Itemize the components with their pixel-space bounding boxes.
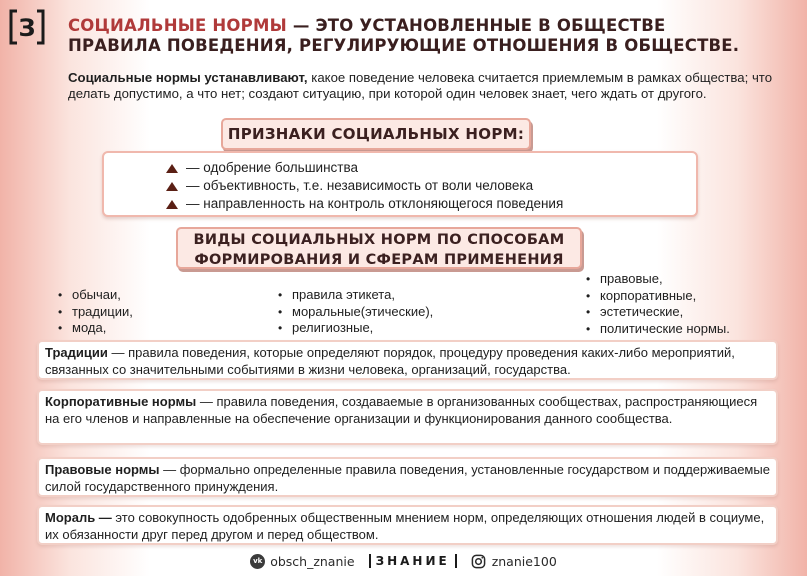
sign-text: — одобрение большинства <box>186 160 358 175</box>
definition-text: — формально определенные правила поведения, установленные государством и поддерживаемые силой государственного принуждения. <box>45 462 770 494</box>
sign-text: — объективность, т.е. независимость от воли человека <box>186 178 534 193</box>
triangle-bullet-icon <box>166 182 178 191</box>
list-item: • корпоративные, <box>586 288 730 305</box>
signs-list <box>166 159 563 213</box>
definition-corporate <box>37 389 778 445</box>
definition-term: Правовые нормы <box>45 462 160 477</box>
footer-brand: ЗНАНИЕ <box>369 554 457 568</box>
logo-glyph: З <box>18 14 36 42</box>
types-heading <box>176 227 582 269</box>
signs-heading: ПРИЗНАКИ СОЦИАЛЬНЫХ НОРМ: <box>221 118 531 150</box>
intro-bold: Социальные нормы устанавливают, <box>68 70 308 85</box>
types-column-2 <box>278 287 433 337</box>
vk-link[interactable] <box>250 554 354 569</box>
signs-list-item <box>166 159 563 177</box>
intro-text: какое поведение человека считается приемлемым в рамках общества; что делать допустимо, а что нет; создают ситуацию, при которой один человек знает, чего ждать от другого. <box>68 70 773 101</box>
instagram-icon <box>471 554 486 569</box>
intro-paragraph <box>68 70 783 102</box>
title-rest: — ЭТО УСТАНОВЛЕННЫЕ В ОБЩЕСТВЕ ПРАВИЛА ПОВЕДЕНИЯ, РЕГУЛИРУЮЩИЕ ОТНОШЕНИЯ В ОБЩЕСТВЕ. <box>68 16 740 55</box>
title-highlight: СОЦИАЛЬНЫЕ НОРМЫ <box>68 16 287 35</box>
page-title <box>68 16 758 56</box>
definition-traditions <box>37 340 778 380</box>
definition-morality <box>37 505 778 545</box>
list-item: • эстетические, <box>586 304 730 321</box>
definition-term: Корпоративные нормы <box>45 394 197 409</box>
triangle-bullet-icon <box>166 164 178 173</box>
definition-term: Традиции <box>45 345 108 360</box>
signs-list-item <box>166 177 563 195</box>
list-item: • правовые, <box>586 271 730 288</box>
types-column-1 <box>58 287 133 337</box>
types-heading-line1: ВИДЫ СОЦИАЛЬНЫХ НОРМ ПО СПОСОБАМ <box>193 232 565 248</box>
list-item: • правила этикета, <box>278 287 433 304</box>
footer <box>0 547 807 575</box>
definition-term: Мораль — <box>45 510 112 525</box>
instagram-handle: znanie100 <box>491 553 557 569</box>
signs-list-item <box>166 195 563 213</box>
list-item: • традиции, <box>58 304 133 321</box>
list-item: • политические нормы. <box>586 321 730 338</box>
triangle-bullet-icon <box>166 200 178 209</box>
definition-text: это совокупность одобренных общественным мнением норм, определяющих отношения людей в социуме, их обязанности друг перед другом и перед обществом. <box>45 510 765 542</box>
types-heading-line2: ФОРМИРОВАНИЯ И СФЕРАМ ПРИМЕНЕНИЯ <box>194 252 564 268</box>
bracketed-letter-logo-icon <box>9 8 45 46</box>
definition-text: — правила поведения, которые определяют порядок, процедуру проведения каких-либо мероприятий, связанных со значительными событиями в жизни человека, организаций, государства. <box>45 345 735 377</box>
types-column-3 <box>586 271 730 337</box>
definition-text: — правила поведения, создаваемые в организованных сообществах, распространяющиеся на его членов и направленные на обеспечение организации и функционирования данного сообщества. <box>45 394 758 426</box>
list-item: • моральные(этические), <box>278 304 433 321</box>
signs-box <box>102 151 698 217</box>
instagram-link[interactable] <box>471 554 557 569</box>
vk-handle: obsch_znanie <box>270 553 355 569</box>
sign-text: — направленность на контроль отклоняющегося поведения <box>186 196 564 211</box>
brand-logo <box>9 8 45 46</box>
list-item: • мода, <box>58 320 133 337</box>
vk-icon: vk <box>250 554 265 569</box>
list-item: • обычаи, <box>58 287 133 304</box>
definition-legal <box>37 457 778 497</box>
list-item: • религиозные, <box>278 320 433 337</box>
